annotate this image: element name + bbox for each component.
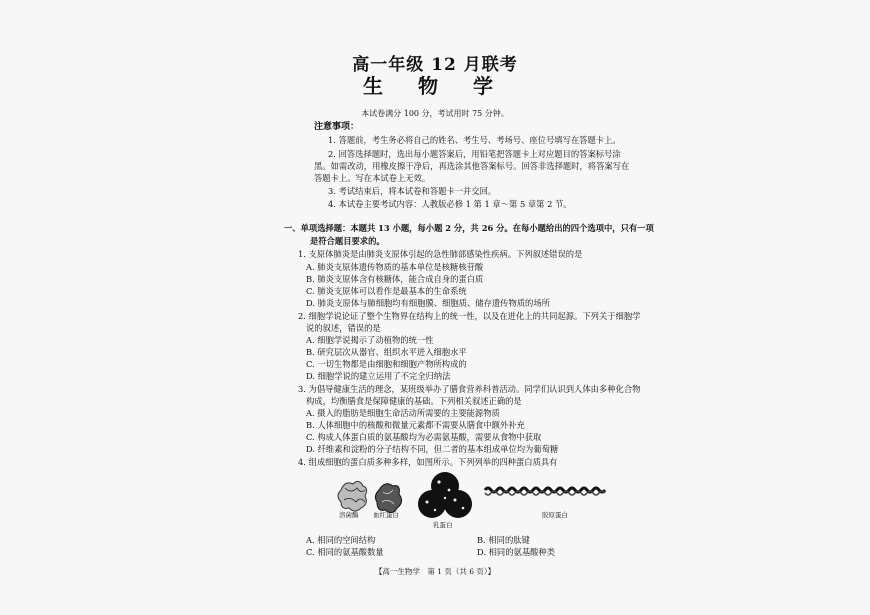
q3-stem-cont: 构成，均衡膳食是保障健康的基础。下列相关叙述正确的是 [306,396,522,406]
note-item: 答题卡上。写在本试卷上无效。 [314,173,431,183]
q2-option-d: D. 细胞学说的建立运用了不完全归纳法 [306,371,451,381]
label-collagen: 胶原蛋白 [542,511,568,519]
exam-info: 本试卷满分 100 分，考试用时 75 分钟。 [361,109,509,118]
subject-title: 生 物 学 [363,74,507,98]
section-heading-cont: 是符合题目要求的。 [310,236,385,246]
lactalbumin-structure [418,472,472,518]
section-heading: 一、单项选择题：本题共 13 小题，每小题 2 分，共 26 分。在每小题给出的四个选项中，只有一项 [284,223,654,233]
q1-option-a: A. 肺炎支原体遗传物质的基本单位是核糖核苷酸 [306,262,484,272]
note-item: 3. 考试结束后，将本试卷和答题卡一并交回。 [328,186,497,196]
q4-option-c: C. 相同的氨基酸数量 [306,547,384,557]
q2-stem-cont: 说的叙述，错误的是 [306,323,381,333]
q1-option-c: C. 肺炎支原体可以看作是最基本的生命系统 [306,286,467,296]
note-item: 黑。如需改动，用橡皮擦干净后，再选涂其他答案标号。回答非选择题时，将答案写在 [314,161,630,171]
q1-option-d: D. 肺炎支原体与肺细胞均有细胞膜、细胞质、储存遗传物质的场所 [306,298,550,308]
q1-stem: 1. 支原体肺炎是由肺炎支原体引起的急性肺部感染性疾病。下列叙述错误的是 [298,249,583,259]
q3-option-b: B. 人体细胞中的核酸和微量元素都不需要从膳食中额外补充 [306,420,525,430]
q3-stem: 3. 为倡导健康生活的理念，某班级举办了膳食营养科普活动。同学们认识到人体由多种化合物 [298,384,641,394]
q4-option-a: A. 相同的空间结构 [306,535,376,545]
q2-option-c: C. 一切生物都是由细胞和细胞产物所构成的 [306,359,467,369]
q3-option-a: A. 摄入的脂肪是细胞生命活动所需要的主要能源物质 [306,408,500,418]
q4-stem: 4. 组成细胞的蛋白质多种多样，如图所示。下列列举的四种蛋白质具有 [298,457,558,467]
q1-option-b: B. 肺炎支原体含有核糖体，能合成自身的蛋白质 [306,274,484,284]
notes-heading: 注意事项： [314,122,360,132]
q2-option-b: B. 研究层次从器官、组织水平进入细胞水平 [306,347,467,357]
hemoglobin-structure [375,484,401,513]
note-item: 4. 本试卷主要考试内容：人教版必修 1 第 1 章～第 5 章第 2 节。 [328,199,572,209]
note-item: 2. 回答选择题时，选出每小题答案后，用铅笔把答题卡上对应题目的答案标号涂 [328,149,621,159]
label-lysozyme: 溶菌酶 [339,511,359,519]
note-item: 1. 答题前，考生务必将自己的姓名、考生号、考场号、座位号填写在答题卡上。 [328,135,621,145]
q4-option-b: B. 相同的肽键 [477,535,530,545]
collagen-structure [485,488,605,495]
q4-option-d: D. 相同的氨基酸种类 [477,547,556,557]
exam-title: 高一年级 12 月联考 [352,55,518,75]
q3-option-d: D. 纤维素和淀粉的分子结构不同，但二者的基本组成单位均为葡萄糖 [306,444,559,454]
label-hemoglobin: 血红蛋白 [373,511,399,519]
q3-option-c: C. 构成人体蛋白质的氨基酸均为必需氨基酸，需要从食物中获取 [306,432,542,442]
protein-structures-figure [335,468,625,530]
label-lactalbumin: 乳蛋白 [433,521,453,529]
lysozyme-structure [338,481,367,511]
q2-option-a: A. 细胞学说揭示了动植物的统一性 [306,335,434,345]
page-footer: 【高一生物学 第 1 页（共 6 页）】 [374,567,496,576]
q2-stem: 2. 细胞学说论证了整个生物界在结构上的统一性，以及在进化上的共同起源。下列关于细胞学 [298,311,641,321]
